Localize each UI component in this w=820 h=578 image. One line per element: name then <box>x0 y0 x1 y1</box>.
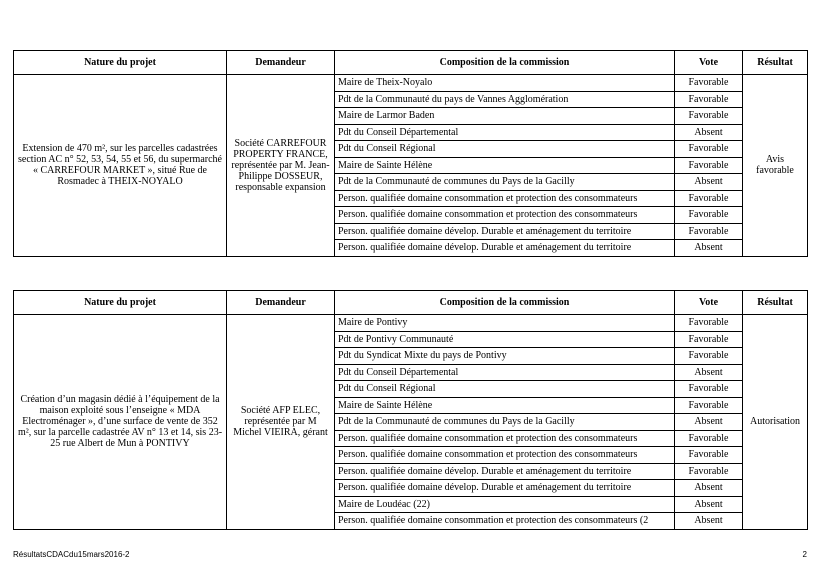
member-role: Person. qualifiée domaine consommation et protection des consommateurs <box>335 190 675 207</box>
member-vote: Favorable <box>675 430 743 447</box>
member-role: Maire de Theix-Noyalo <box>335 75 675 92</box>
project-nature: Extension de 470 m², sur les parcelles cadastrées section AC n° 52, 53, 54, 55 et 56, du supermarché « CARREFOUR MARKET », situé Rue de Rosmadec à THEIX-NOYALO <box>14 75 227 257</box>
member-vote: Absent <box>675 124 743 141</box>
header-vote: Vote <box>675 291 743 315</box>
project-demandeur: Société CARREFOUR PROPERTY FRANCE, représentée par M. Jean-Philippe DOSSEUR, responsable expansion <box>227 75 335 257</box>
member-vote: Favorable <box>675 463 743 480</box>
member-vote: Favorable <box>675 447 743 464</box>
member-role: Person. qualifiée domaine consommation et protection des consommateurs (2 <box>335 513 675 530</box>
member-role: Maire de Loudéac (22) <box>335 496 675 513</box>
project-nature: Création d’un magasin dédié à l’équipement de la maison exploité sous l’enseigne « MDA Electroménager », d’une surface de vente de 352 m², sur la parcelle cadastrée AV n° 13 et 14, sis 23-25 rue Albert de Mun à PONTIVY <box>14 315 227 530</box>
member-role: Person. qualifiée domaine dévelop. Durable et aménagement du territoire <box>335 480 675 497</box>
project-resultat: Autorisation <box>743 315 808 530</box>
results-table-2 <box>13 290 808 530</box>
results-table-1 <box>13 50 808 257</box>
member-role: Pdt de Pontivy Communauté <box>335 331 675 348</box>
member-vote: Favorable <box>675 315 743 332</box>
member-role: Person. qualifiée domaine consommation et protection des consommateurs <box>335 430 675 447</box>
header-composition: Composition de la commission <box>335 51 675 75</box>
member-vote: Favorable <box>675 207 743 224</box>
member-vote: Favorable <box>675 75 743 92</box>
member-vote: Absent <box>675 480 743 497</box>
member-vote: Favorable <box>675 141 743 158</box>
table-row <box>14 315 808 332</box>
member-vote: Absent <box>675 240 743 257</box>
member-role: Pdt du Conseil Régional <box>335 381 675 398</box>
member-vote: Favorable <box>675 157 743 174</box>
header-resultat: Résultat <box>743 291 808 315</box>
member-role: Person. qualifiée domaine consommation et protection des consommateurs <box>335 207 675 224</box>
member-role: Person. qualifiée domaine dévelop. Durable et aménagement du territoire <box>335 463 675 480</box>
document-name: RésultatsCDACdu15mars2016-2 <box>13 550 130 559</box>
header-nature: Nature du projet <box>14 291 227 315</box>
project-resultat: Avis favorable <box>743 75 808 257</box>
member-role: Person. qualifiée domaine dévelop. Durable et aménagement du territoire <box>335 223 675 240</box>
header-demandeur: Demandeur <box>227 291 335 315</box>
member-vote: Favorable <box>675 397 743 414</box>
member-role: Pdt du Syndicat Mixte du pays de Pontivy <box>335 348 675 365</box>
header-row <box>14 51 808 75</box>
member-role: Person. qualifiée domaine dévelop. Durable et aménagement du territoire <box>335 240 675 257</box>
member-role: Person. qualifiée domaine consommation et protection des consommateurs <box>335 447 675 464</box>
header-demandeur: Demandeur <box>227 51 335 75</box>
member-role: Pdt du Conseil Départemental <box>335 124 675 141</box>
project-demandeur: Société AFP ELEC, représentée par M Michel VIEIRA, gérant <box>227 315 335 530</box>
member-vote: Absent <box>675 174 743 191</box>
member-role: Maire de Sainte Hélène <box>335 397 675 414</box>
member-vote: Favorable <box>675 223 743 240</box>
member-vote: Favorable <box>675 91 743 108</box>
member-vote: Absent <box>675 496 743 513</box>
member-vote: Favorable <box>675 190 743 207</box>
member-role: Pdt du Conseil Régional <box>335 141 675 158</box>
member-vote: Favorable <box>675 348 743 365</box>
member-role: Pdt de la Communauté du pays de Vannes Agglomération <box>335 91 675 108</box>
page-number: 2 <box>802 550 807 559</box>
member-vote: Absent <box>675 513 743 530</box>
member-vote: Favorable <box>675 108 743 125</box>
header-row <box>14 291 808 315</box>
header-resultat: Résultat <box>743 51 808 75</box>
member-vote: Absent <box>675 414 743 431</box>
member-role: Maire de Larmor Baden <box>335 108 675 125</box>
member-vote: Favorable <box>675 331 743 348</box>
member-vote: Absent <box>675 364 743 381</box>
header-vote: Vote <box>675 51 743 75</box>
table-row <box>14 75 808 92</box>
member-role: Pdt de la Communauté de communes du Pays de la Gacilly <box>335 414 675 431</box>
member-vote: Favorable <box>675 381 743 398</box>
header-nature: Nature du projet <box>14 51 227 75</box>
member-role: Maire de Pontivy <box>335 315 675 332</box>
member-role: Maire de Sainte Hélène <box>335 157 675 174</box>
header-composition: Composition de la commission <box>335 291 675 315</box>
member-role: Pdt de la Communauté de communes du Pays de la Gacilly <box>335 174 675 191</box>
member-role: Pdt du Conseil Départemental <box>335 364 675 381</box>
